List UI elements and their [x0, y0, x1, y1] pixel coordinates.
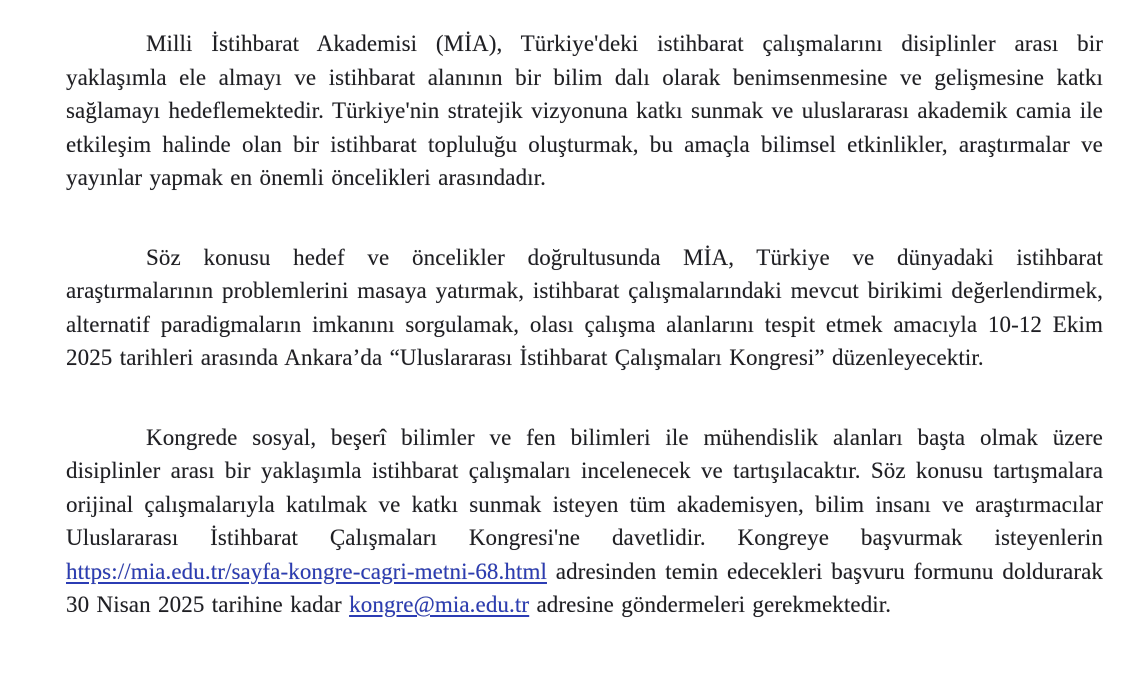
paragraph-congress-announcement-text-0: Söz konusu hedef ve öncelikler doğrultusunda MİA, Türkiye ve dünyadaki istihbarat araştırmalarının problemlerini masaya yatırmak, istihbarat çalışmalarındaki mevcut birikimi değerlendirmek, alternatif paradigmaların imkanını sorgulamak, olası çalışma alanlarını tespit etmek amacıyla 10-12 Ekim 2025 tarihleri arasında Ankara’da “Uluslararası İstihbarat Çalışmaları Kongresi” düzenleyecektir. — [66, 244, 1103, 370]
congress-email-link[interactable]: kongre@mia.edu.tr — [349, 592, 530, 617]
congress-call-url-link[interactable]: https://mia.edu.tr/sayfa-kongre-cagri-metni-68.html — [66, 558, 547, 584]
paragraph-application-info-text-4: adresine göndermeleri gerekmektedir. — [529, 592, 892, 617]
paragraph-application-info-text-2: adresinden temin edecekleri başvuru formunu doldurarak 30 Nisan 2025 tarihine kadar — [66, 558, 1103, 617]
paragraph-application-info-text-0: Kongrede sosyal, beşerî bilimler ve fen bilimleri ile mühendislik alanları başta olmak üzere disiplinler arası bir yaklaşımla istihbarat çalışmaları incelenecek ve tartışılacaktır. Söz konusu tartışmalara orijinal çalışmalarıyla katılmak ve katkı sunmak isteyen tüm akademisyen, bilim insanı ve araştırmacılar Uluslararası İstihbarat Çalışmaları Kongresi'ne davetlidir. Kongreye başvurmak isteyenlerin — [66, 424, 1103, 550]
paragraph-congress-announcement — [66, 241, 1103, 375]
paragraph-application-info — [66, 421, 1103, 622]
paragraph-mia-mission — [66, 27, 1103, 195]
paragraph-mia-mission-text-0: Milli İstihbarat Akademisi (MİA), Türkiye'deki istihbarat çalışmalarını disiplinler arası bir yaklaşımla ele almayı ve istihbarat alanının bir bilim dalı olarak benimsenmesine ve gelişmesine katkı sağlamayı hedeflemektedir. Türkiye'nin stratejik vizyonuna katkı sunmak ve uluslararası akademik camia ile etkileşim halinde olan bir istihbarat topluluğu oluşturmak, bu amaçla bilimsel etkinlikler, araştırmalar ve yayınlar yapmak en önemli öncelikleri arasındadır. — [66, 31, 1103, 190]
document-body — [66, 27, 1103, 622]
